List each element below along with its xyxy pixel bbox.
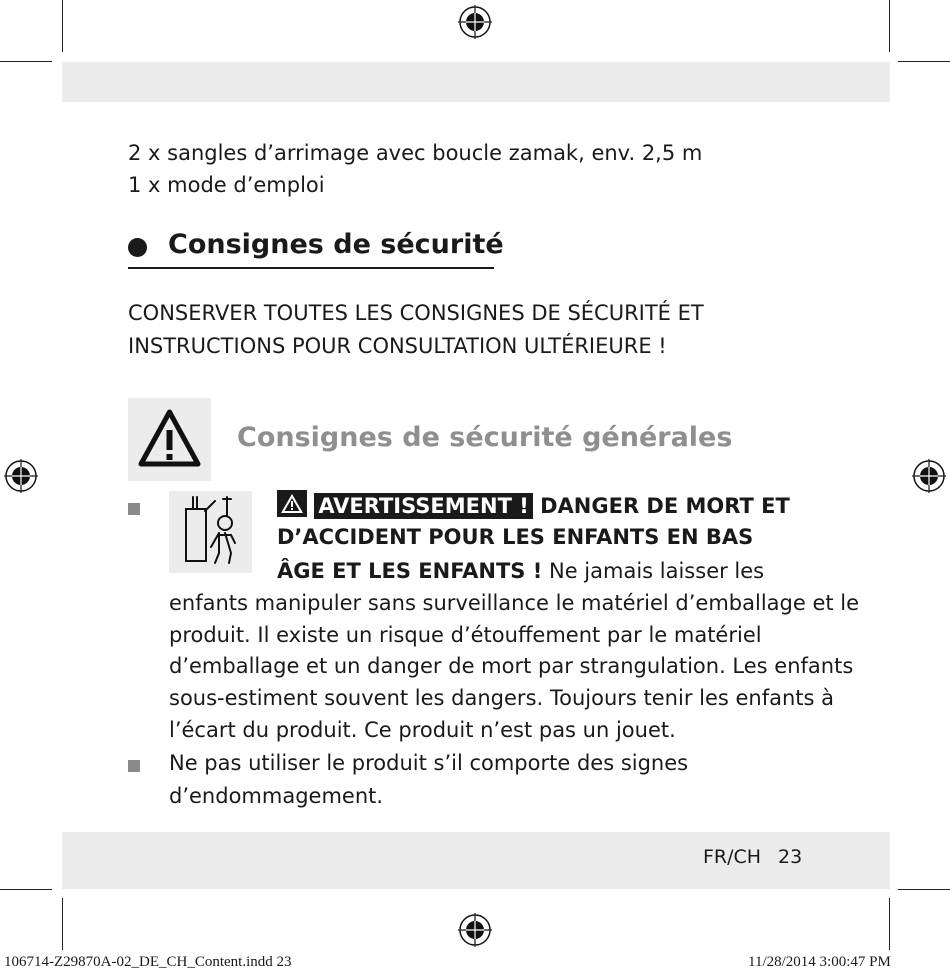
- header-band: [62, 62, 890, 102]
- keep-instructions-line1: CONSERVER TOUTES LES CONSIGNES DE SÉCURITÉ ET: [128, 301, 704, 325]
- warning-body-line: produit. Il existe un risque d’étouffement par le matériel: [169, 623, 762, 647]
- section-bullet-icon: [128, 238, 147, 257]
- warning-line2: D’ACCIDENT POUR LES ENFANTS EN BAS: [277, 525, 754, 549]
- warning-panel: [128, 398, 211, 481]
- warning-danger-text: DANGER DE MORT ET: [540, 494, 790, 518]
- warning-triangle-icon: [128, 398, 211, 481]
- page-language: FR/CH: [703, 846, 762, 868]
- registration-mark-icon: [458, 5, 492, 39]
- footer-band: [62, 832, 890, 889]
- contents-line-manual: 1 x mode d’emploi: [128, 173, 325, 197]
- slug-filename: 106714-Z29870A-02_DE_CH_Content.indd 23: [4, 954, 292, 970]
- warning-triangle-icon: [277, 490, 307, 517]
- crop-mark: [898, 61, 950, 62]
- warning-line3-rest: Ne jamais laisser les: [542, 559, 765, 583]
- crop-mark: [889, 0, 890, 52]
- warning-body-line: enfants manipuler sans surveillance le matériel d’emballage et le: [169, 591, 860, 615]
- crop-mark: [898, 889, 950, 890]
- heading-underline: [128, 267, 494, 269]
- warning-line1: [277, 490, 790, 522]
- registration-mark-icon: [458, 913, 492, 947]
- crop-mark: [0, 889, 52, 890]
- crop-mark: [62, 898, 63, 950]
- warning-body-line: sous-estiment souvent les dangers. Toujours tenir les enfants à: [169, 686, 835, 710]
- keep-instructions-line2: INSTRUCTIONS POUR CONSULTATION ULTÉRIEURE !: [128, 334, 667, 358]
- list-bullet: [128, 503, 140, 515]
- damage-warning-line1: Ne pas utiliser le produit s’il comporte des signes: [169, 751, 689, 775]
- crop-mark: [62, 0, 63, 52]
- child-hazard-panel: [169, 491, 252, 573]
- warning-body-line: d’emballage et un danger de mort par strangulation. Les enfants: [169, 654, 854, 678]
- child-hazard-icon: [169, 491, 252, 573]
- warning-body-line: l’écart du produit. Ce produit n’est pas un jouet.: [169, 718, 676, 742]
- warning-line3-bold: ÂGE ET LES ENFANTS !: [277, 559, 543, 583]
- page-number: 23: [778, 846, 803, 868]
- safety-heading: Consignes de sécurité: [168, 229, 504, 260]
- crop-mark: [889, 898, 890, 950]
- general-safety-heading: Consignes de sécurité générales: [237, 422, 733, 453]
- damage-warning-line2: d’endommagement.: [169, 784, 384, 808]
- warning-label: AVERTISSEMENT !: [314, 493, 532, 519]
- crop-mark: [0, 61, 52, 62]
- registration-mark-icon: [4, 459, 38, 493]
- list-bullet: [128, 760, 140, 772]
- contents-line-straps: 2 x sangles d’arrimage avec boucle zamak, env. 2,5 m: [128, 141, 703, 165]
- warning-line3: [277, 556, 764, 587]
- slug-datetime: 11/28/2014 3:00:47 PM: [748, 954, 891, 970]
- registration-mark-icon: [912, 459, 946, 493]
